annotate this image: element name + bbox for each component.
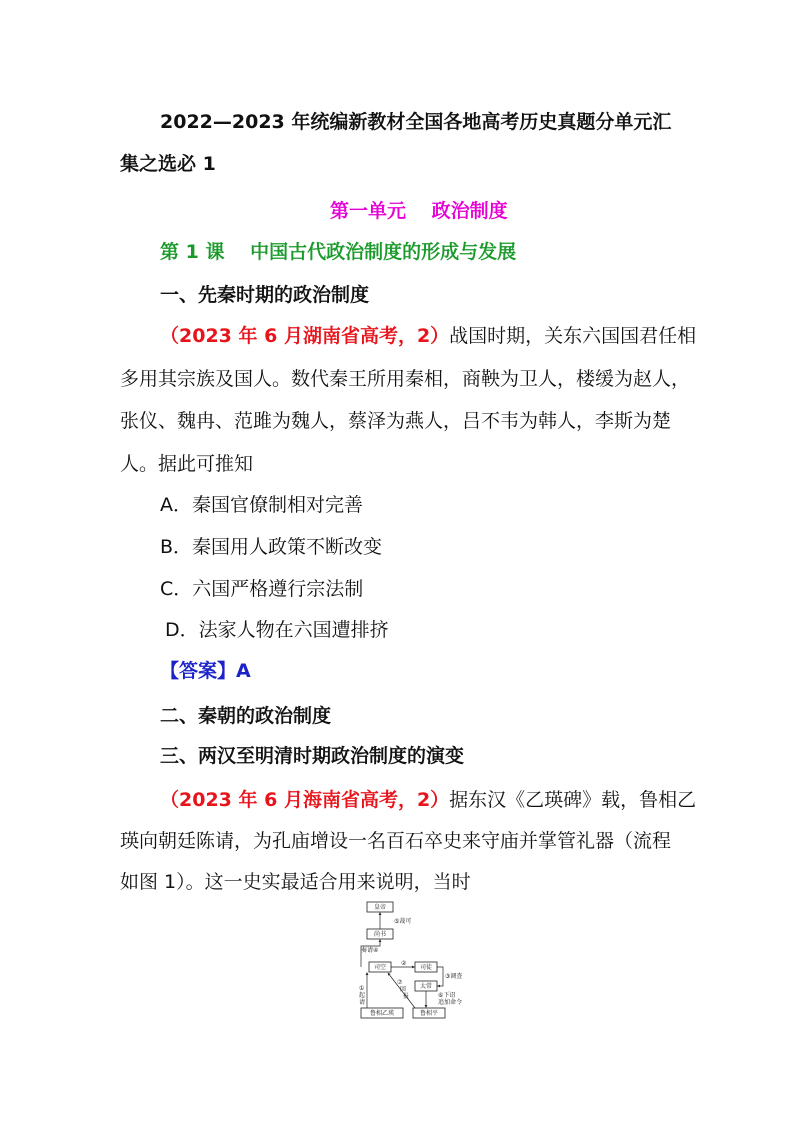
option-c: C．六国严格遵行宗法制 <box>160 578 364 600</box>
edge-label-7a: ⑦ <box>397 979 403 986</box>
option-b: B．秦国用人政策不断改变 <box>160 536 383 558</box>
node-luxiang-yiying: 鲁相乙瑛 <box>369 1010 395 1017</box>
edge-label-4: 奏请④ <box>361 947 379 954</box>
node-sikong: 司空 <box>373 964 387 971</box>
edge-label-1c: 请 <box>359 999 366 1006</box>
question-2-text-start: 据东汉《乙瑛碑》载，鲁相乙 <box>449 789 697 811</box>
edge-label-7c: 报 <box>403 993 410 1000</box>
edge-label-7b: 回 <box>400 986 407 993</box>
question-1-line3: 张仪、魏冉、范雎为魏人，蔡泽为燕人，吕不韦为韩人，李斯为楚 <box>120 410 672 432</box>
edge-label-3: ③调查 <box>445 973 463 980</box>
node-situ: 司徒 <box>419 964 433 971</box>
option-a: A．秦国官僚制相对完善 <box>160 494 363 516</box>
edge-label-1b: 起 <box>359 992 366 999</box>
node-taichang: 太常 <box>419 983 433 990</box>
node-luxiang-ping: 鲁相平 <box>419 1010 439 1017</box>
node-emperor: 皇帝 <box>373 904 387 911</box>
question-1-source: （2023 年 6 月湖南省高考，2） <box>160 325 450 347</box>
node-shangshu: 尚书 <box>373 931 387 938</box>
question-1-text-start: 战国时期，关东六国国君任相 <box>449 325 697 347</box>
edge-label-2: ② <box>401 960 407 967</box>
edge-label-6a: ⑥下诏 <box>438 992 456 999</box>
question-1-line1 <box>160 323 696 349</box>
question-2-line1 <box>160 787 696 813</box>
section-heading-3: 三、两汉至明清时期政治制度的演变 <box>160 745 465 767</box>
lesson-heading: 第 1 课 中国古代政治制度的形成与发展 <box>160 241 517 263</box>
section-heading-2: 二、秦朝的政治制度 <box>160 705 332 727</box>
unit-heading: 第一单元 政治制度 <box>330 200 508 222</box>
document-title-line1: 2022—2023 年统编新教材全国各地高考历史真题分单元汇 <box>160 111 672 133</box>
question-1-line2: 多用其宗族及国人。数代秦王所用秦相，商鞅为卫人，楼缓为赵人， <box>120 368 691 390</box>
edge-situ-taichang <box>437 967 443 986</box>
document-title-line2: 集之选必 1 <box>120 153 216 175</box>
option-d: D．法家人物在六国遭排挤 <box>165 619 389 641</box>
edge-label-1a: ① <box>359 985 365 992</box>
edge-label-5: ⑤裁可 <box>394 918 412 925</box>
section-heading-1: 一、先秦时期的政治制度 <box>160 284 370 306</box>
edge-label-6b: 追加命令 <box>438 999 463 1006</box>
flowchart-figure <box>355 896 463 1024</box>
question-2-line3: 如图 1）。这一史实最适合用来说明，当时 <box>120 871 471 893</box>
question-2-line2: 瑛向朝廷陈请，为孔庙增设一名百石卒史来守庙并掌管礼器（流程 <box>120 830 672 852</box>
question-2-source: （2023 年 6 月海南省高考，2） <box>160 789 450 811</box>
question-1-line4: 人。据此可推知 <box>120 453 254 475</box>
answer-label: 【答案】A <box>160 660 251 682</box>
